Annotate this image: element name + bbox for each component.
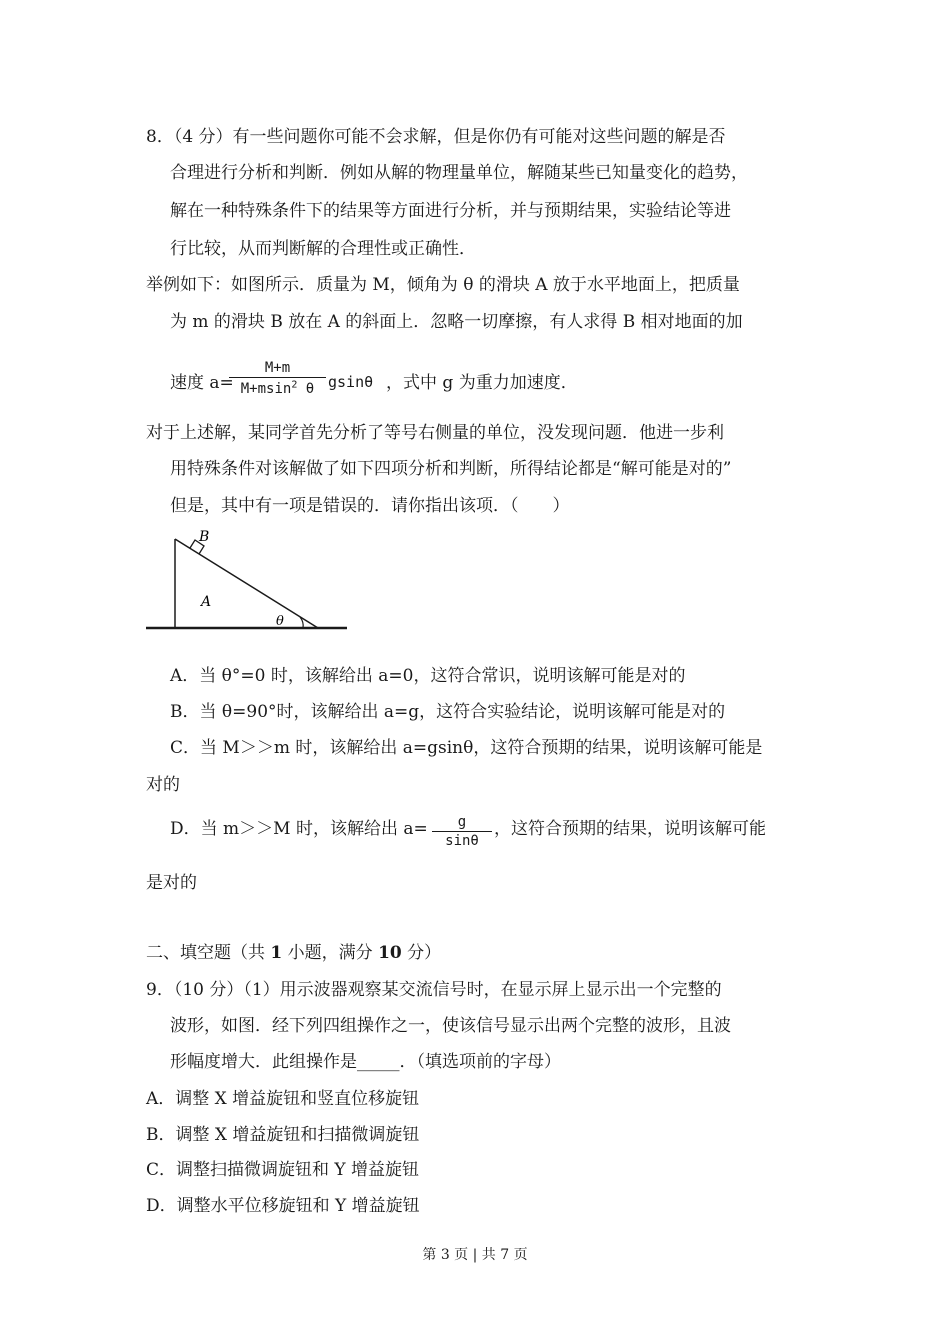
formula-den-theta: θ bbox=[305, 380, 315, 397]
q8-line-2: 合理进行分析和判断．例如从解的物理量单位，解随某些已知量变化的趋势， bbox=[170, 163, 748, 183]
formula-fraction bbox=[229, 360, 326, 397]
q8-line-5: 举例如下：如图所示．质量为 M，倾角为 θ 的滑块 A 放于水平地面上，把质量 bbox=[146, 275, 740, 295]
q9-line-3: 形幅度增大．此组操作是_____．（填选项前的字母） bbox=[170, 1052, 561, 1072]
q9-line-1: 9．（10 分）（1）用示波器观察某交流信号时，在显示屏上显示出一个完整的 bbox=[146, 980, 722, 1000]
formula-tail: ，式中 g 为重力加速度． bbox=[386, 373, 578, 393]
formula-suffix: gsinθ bbox=[328, 373, 374, 391]
formula-prefix: 速度 a= bbox=[170, 373, 234, 393]
q9-option-d: D．调整水平位移旋钮和 Y 增益旋钮 bbox=[146, 1196, 420, 1216]
option-d-bar bbox=[432, 831, 492, 832]
q8-line-9: 但是，其中有一项是错误的．请你指出该项．（ ） bbox=[170, 496, 570, 516]
option-d-den: sinθ bbox=[445, 833, 479, 849]
section-heading-p2: 小题，满分 bbox=[282, 943, 379, 963]
q8-line-8: 用特殊条件对该解做了如下四项分析和判断，所得结论都是“解可能是对的” bbox=[170, 459, 732, 479]
formula-den-text: M+msin bbox=[240, 380, 292, 397]
formula-den-exp: 2 bbox=[291, 379, 298, 390]
option-d-prefix: D．当 m＞＞M 时，该解给出 a= bbox=[170, 819, 428, 839]
q8-line-4: 行比较，从而判断解的合理性或正确性． bbox=[170, 239, 476, 259]
option-d-fraction bbox=[432, 814, 492, 849]
option-d-num: g bbox=[457, 814, 467, 830]
q9-line-2: 波形，如图．经下列四组操作之一，使该信号显示出两个完整的波形，且波 bbox=[170, 1016, 731, 1036]
q9-option-b: B．调整 X 增益旋钮和扫描微调旋钮 bbox=[146, 1125, 420, 1145]
option-a: A．当 θ°=0 时，该解给出 a=0，这符合常识，说明该解可能是对的 bbox=[170, 666, 686, 686]
q9-option-c: C．调整扫描微调旋钮和 Y 增益旋钮 bbox=[146, 1160, 420, 1180]
label-theta: θ bbox=[276, 614, 284, 629]
q8-line-7: 对于上述解，某同学首先分析了等号右侧量的单位，没发现问题．他进一步利 bbox=[146, 423, 724, 443]
section-heading bbox=[146, 942, 441, 964]
label-b: B bbox=[199, 529, 210, 545]
incline-figure bbox=[140, 525, 360, 635]
section-count: 1 bbox=[270, 943, 283, 963]
label-a: A bbox=[201, 594, 212, 610]
wedge-slope bbox=[175, 539, 318, 628]
section-heading-p1: 二、填空题（共 bbox=[146, 943, 271, 963]
q8-line-6: 为 m 的滑块 B 放在 A 的斜面上．忽略一切摩擦，有人求得 B 相对地面的加 bbox=[170, 312, 743, 332]
q9-option-a: A．调整 X 增益旋钮和竖直位移旋钮 bbox=[146, 1089, 420, 1109]
section-score: 10 bbox=[378, 943, 402, 963]
option-c-cont: 对的 bbox=[146, 775, 180, 795]
page-footer: 第 3 页 | 共 7 页 bbox=[422, 1247, 528, 1263]
option-b: B．当 θ=90°时，该解给出 a=g，这符合实验结论，说明该解可能是对的 bbox=[170, 702, 726, 722]
fraction-bar bbox=[229, 377, 326, 378]
q8-line-3: 解在一种特殊条件下的结果等方面进行分析，并与预期结果，实验结论等进 bbox=[170, 201, 731, 221]
option-d-cont: 是对的 bbox=[146, 873, 197, 893]
formula-denominator bbox=[241, 381, 314, 397]
formula-numerator: M+m bbox=[264, 360, 291, 376]
q8-line-1: 8．（4 分）有一些问题你可能不会求解，但是你仍有可能对这些问题的解是否 bbox=[146, 127, 726, 147]
section-heading-p3: 分） bbox=[401, 943, 442, 963]
option-d-suffix: ，这符合预期的结果，说明该解可能 bbox=[494, 819, 766, 839]
option-c: C．当 M＞＞m 时，该解给出 a=gsinθ，这符合预期的结果，说明该解可能是 bbox=[170, 738, 763, 758]
